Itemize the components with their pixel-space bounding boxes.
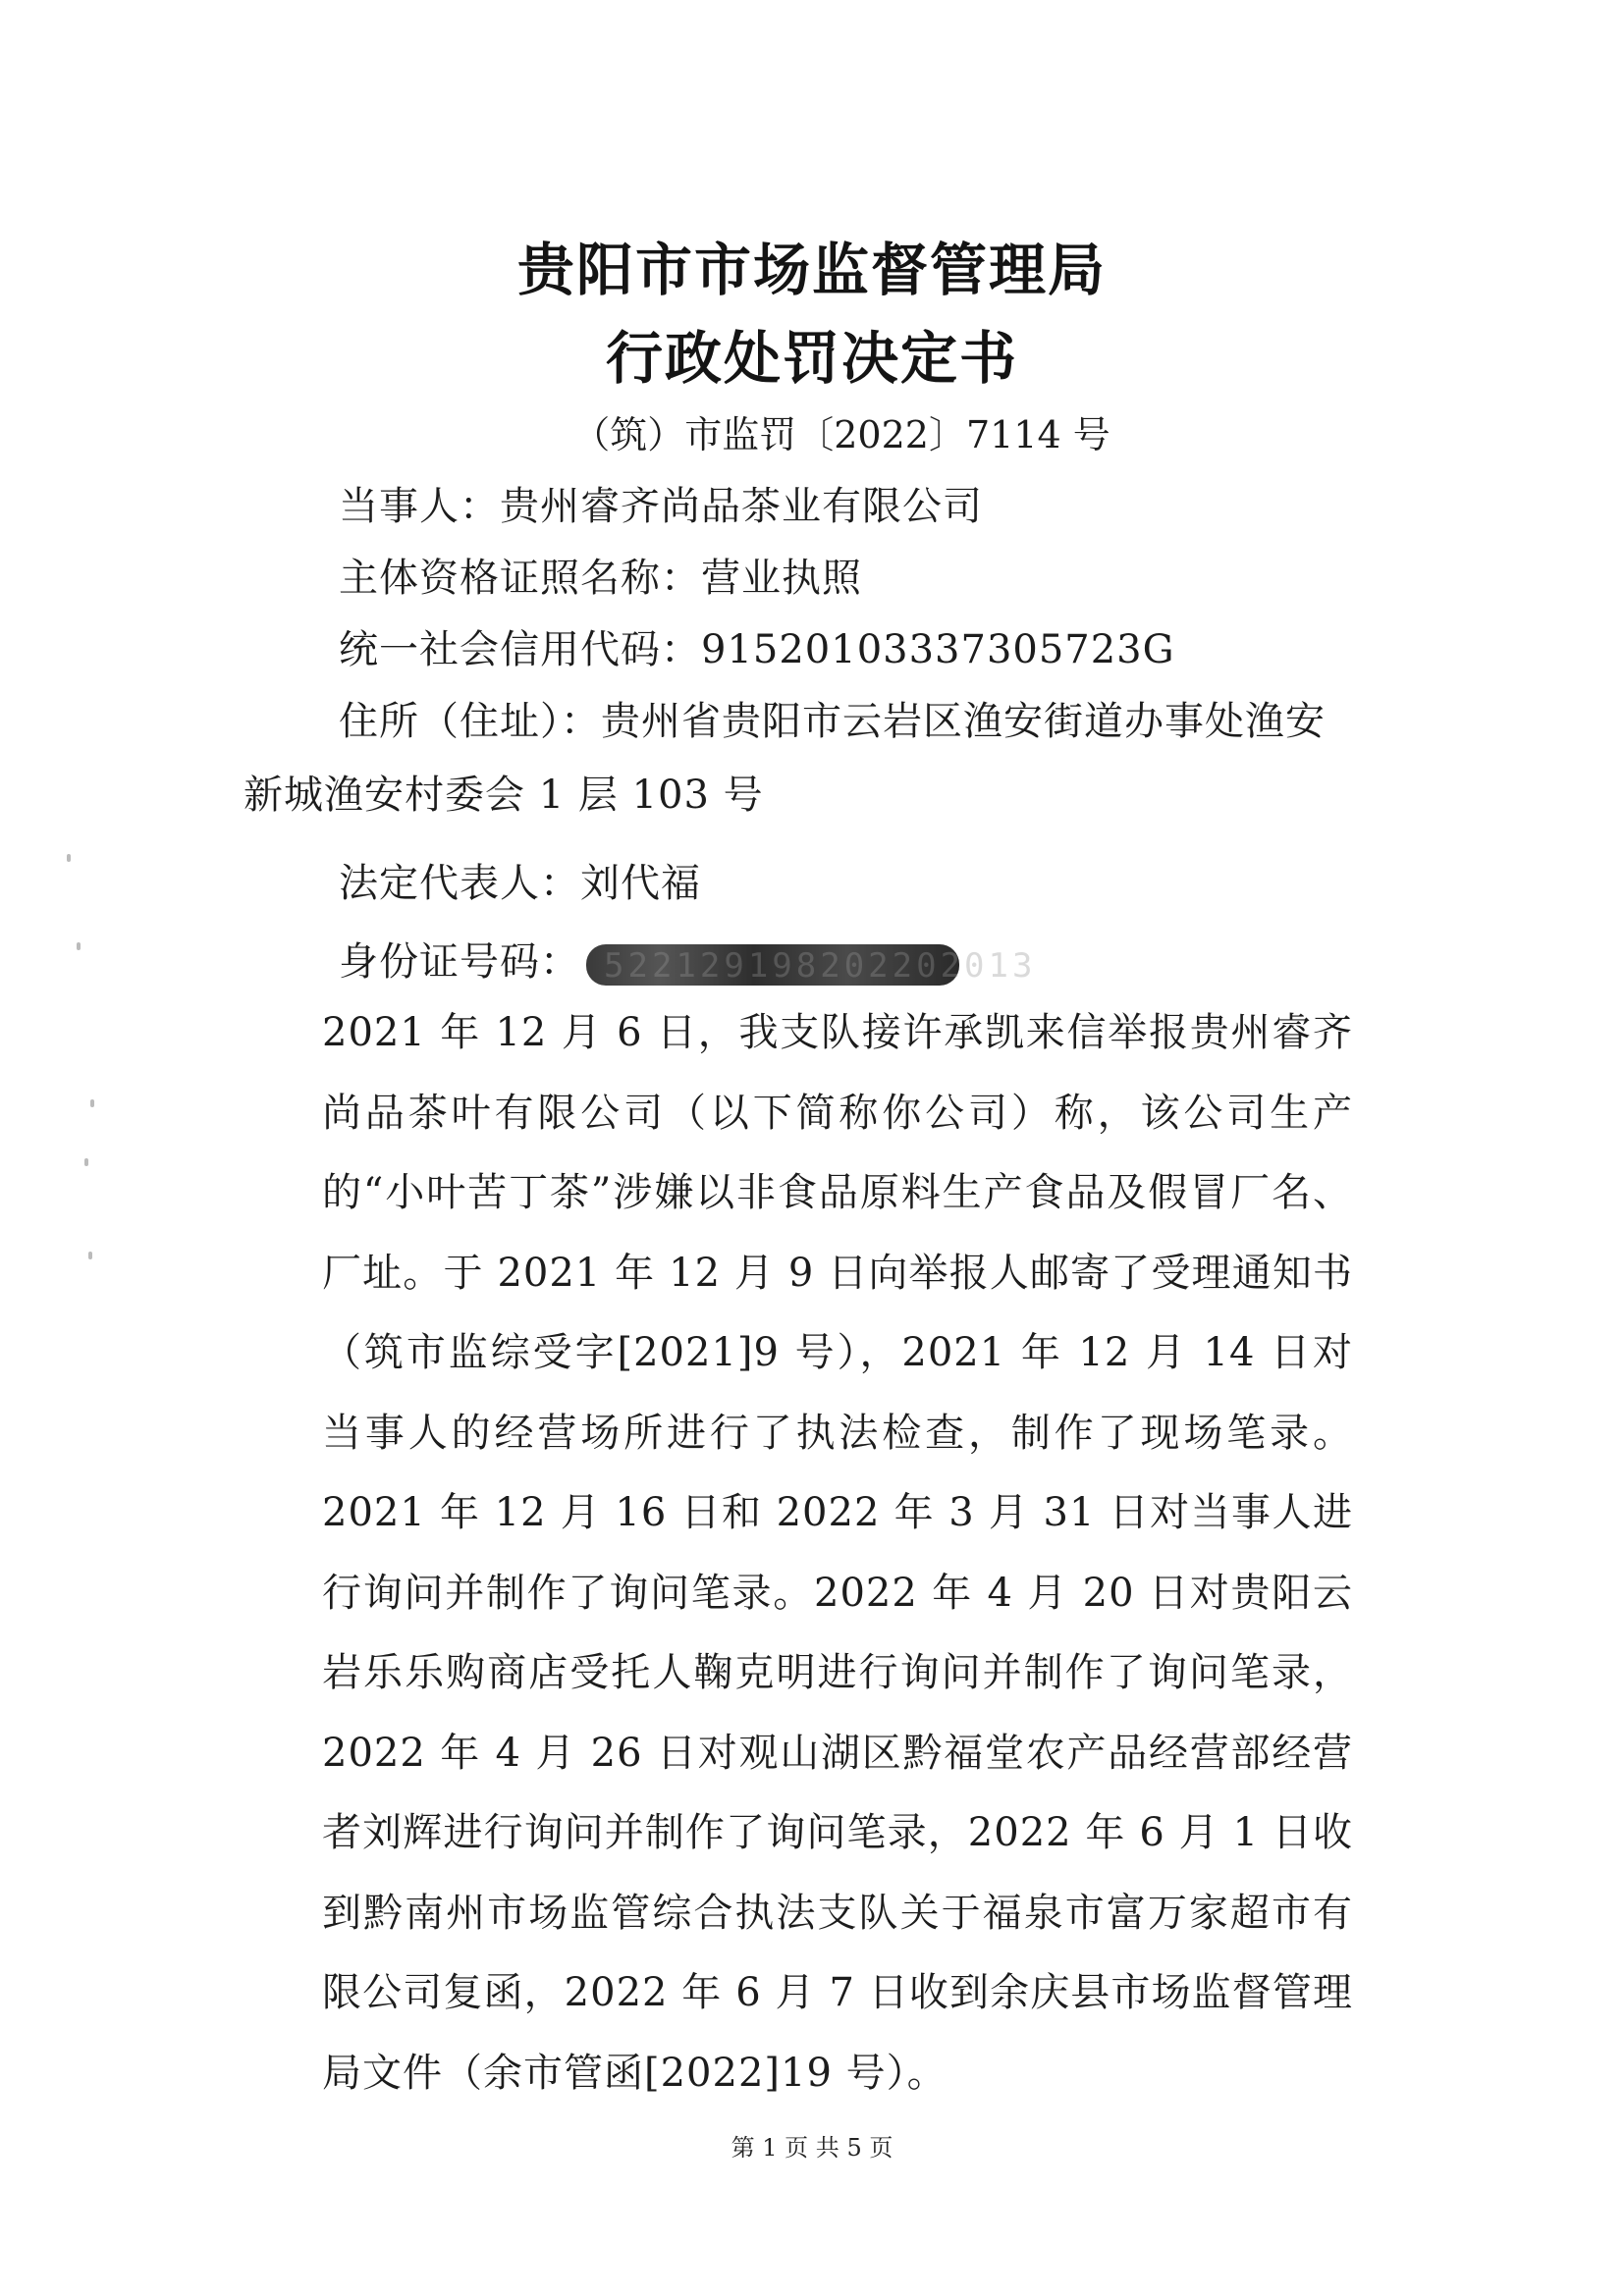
party-name: 当事人：贵州睿齐尚品茶业有限公司 [339, 484, 983, 529]
id-number-label: 身份证号码： [339, 939, 580, 985]
case-description-text: 2021 年 12 月 6 日，我支队接许承凯来信举报贵州睿齐尚品茶叶有限公司（以下简称你公司）称，该公司生产的“小叶苦丁茶”涉嫌以非食品原料生产食品及假冒厂名、厂址。于 2021 年 12 月 9 日向举报人邮寄了受理通知书（筑市监综受字[2021]9 号），2021 年 12 月 14 日对当事人的经营场所进行了执法检查，制作了现场笔录。2021 年 12 月 16 日和 2022 年 3 月 31 日对当事人进行询问并制作了询问笔录。2022 年 4 月 20 日对贵阳云岩乐乐购商店受托人鞠克明进行询问并制作了询问笔录，2022 年 4 月 26 日对观山湖区黔福堂农产品经营部经营者刘辉进行询问并制作了询问笔录，2022 年 6 月 1 日收到黔南州市场监管综合执法支队关于福泉市富万家超市有限公司复函，2022 年 6 月 7 日收到余庆县市场监督管理局文件（余市管函[2022]19 号）。 [322, 1010, 1353, 2096]
document-title-agency: 贵阳市市场监督管理局 [516, 237, 1107, 303]
scan-speck [67, 854, 71, 862]
scan-speck [88, 1252, 92, 1259]
page-number: 第 1 页 共 5 页 [731, 2134, 893, 2162]
scan-speck [84, 1158, 88, 1166]
party-id-number [339, 931, 1037, 987]
party-address-line2: 新城渔安村委会 1 层 103 号 [244, 773, 764, 818]
redaction-bar [586, 944, 1037, 986]
document-number: （筑）市监罚〔2022〕7114 号 [572, 413, 1110, 456]
party-credit-code: 统一社会信用代码：91520103337305723G [339, 627, 1175, 672]
party-address-line1: 住所（住址）：贵州省贵阳市云岩区渔安街道办事处渔安 [339, 699, 1326, 744]
redacted-id-value: 522129198202202013 [604, 946, 1037, 986]
scan-speck [90, 1099, 94, 1107]
scan-speck [77, 942, 81, 950]
party-legal-representative: 法定代表人：刘代福 [339, 861, 701, 906]
case-description-paragraph [244, 993, 1353, 2113]
party-license: 主体资格证照名称：营业执照 [339, 556, 862, 601]
document-title-type: 行政处罚决定书 [605, 325, 1018, 392]
